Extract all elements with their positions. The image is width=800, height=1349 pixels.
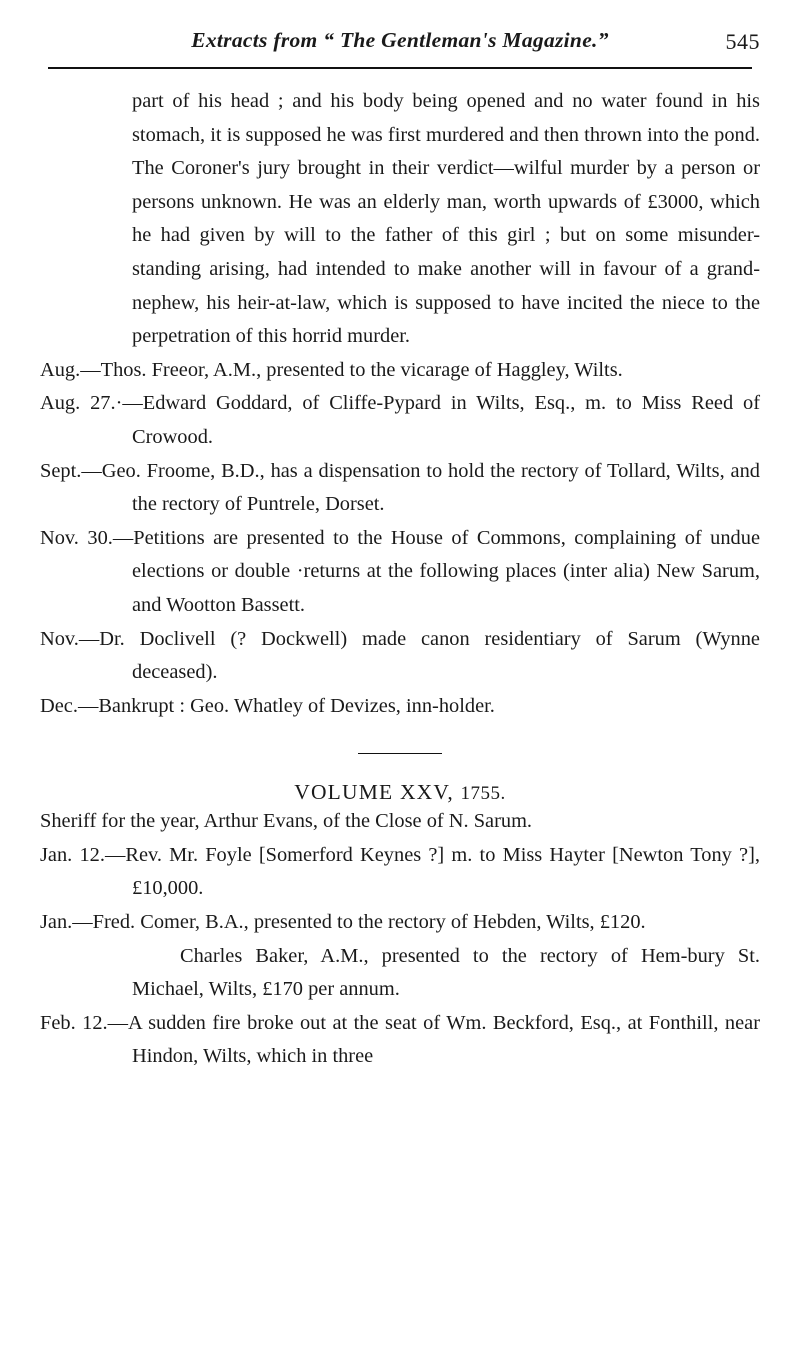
page-number: 545: [725, 29, 760, 54]
entry-tag: Dec.: [40, 694, 78, 717]
entry-text: Sheriff for the year, Arthur Evans, of the Close of N. Sarum.: [40, 810, 533, 833]
entry-tag: Nov. 30.: [40, 526, 113, 549]
entry-text: —Fred. Comer, B.A., presented to the rectory of Hebden, Wilts, £120.: [72, 911, 646, 934]
entry-text: —Dr. Doclivell (? Dockwell) made canon residentiary of Sarum (Wynne deceased).: [78, 627, 760, 684]
entry-charles-baker: [40, 940, 760, 1007]
entry-feb-12-fire: [40, 1007, 760, 1074]
entry-tag: Aug.: [40, 358, 81, 381]
entry-tag: Aug. 27.: [40, 392, 116, 415]
entry-tag: Feb. 12.: [40, 1011, 108, 1034]
entry-nov-30-petitions: [40, 522, 760, 623]
entry-text: —Rev. Mr. Foyle [Somerford Keynes ?] m. to Miss Hayter [Newton Tony ?], £10,000.: [104, 843, 760, 900]
entry-text: —Petitions are presented to the House of Commons, complaining of undue elections or double ·returns at the following places (inter alia) New Sarum, and Wootton Bassett.: [112, 526, 760, 616]
entry-text: Charles Baker, A.M., presented to the rectory of Hem-bury St. Michael, Wilts, £170 per annum.: [132, 944, 760, 1001]
continued-paragraph: part of his head ; and his body being opened and no water found in his stomach, it is supposed he was first murdered and then thrown into the pond. The Coroner's jury brought in their verdict—wilful murder by a person or persons unknown. He was an elderly man, worth upwards of £3000, which he had given by will to the father of this girl ; but on some misunder-standing arising, had intended to make another will in favour of a grand-nephew, his heir-at-law, which is supposed to have incited the niece to the perpetration of this horrid murder.: [132, 90, 760, 348]
entry-aug-haggley: [40, 354, 760, 388]
entry-text: ·—Edward Goddard, of Cliffe-Pypard in Wilts, Esq., m. to Miss Reed of Crowood.: [115, 392, 760, 448]
running-title: Extracts from “ The Gentleman's Magazine.”: [191, 28, 609, 52]
entry-jan-comer: [40, 906, 760, 940]
entry-tag: Sept.: [40, 459, 82, 482]
entry-tag: Nov.: [40, 627, 79, 650]
entry-tag: Jan. 12.: [40, 843, 105, 866]
page-header: [0, 0, 800, 53]
entry-sept-froome: [40, 455, 760, 522]
entry-jan-12-foyle: [40, 839, 760, 906]
entry-sheriff: [40, 805, 760, 839]
page-body: [0, 69, 800, 1074]
entry-nov-doclivell: [40, 623, 760, 690]
entry-text: —A sudden fire broke out at the seat of Wm. Beckford, Esq., at Fonthill, near Hindon, Wilts, which in three: [107, 1011, 760, 1068]
volume-year: 1755.: [460, 783, 506, 805]
volume-heading: [40, 780, 760, 805]
section-divider: [358, 753, 442, 754]
entry-text: —Bankrupt : Geo. Whatley of Devizes, inn-holder.: [77, 694, 495, 717]
volume-label: VOLUME XXV,: [294, 780, 454, 805]
entry-tag: Jan.: [40, 911, 73, 934]
entry-dec-bankrupt: [40, 690, 760, 724]
entry-text: —Thos. Freeor, A.M., presented to the vicarage of Haggley, Wilts.: [80, 358, 623, 381]
entry-aug-27-goddard: [40, 387, 760, 454]
entry-text: —Geo. Froome, B.D., has a dispensation to hold the rectory of Tollard, Wilts, and the rectory of Puntrele, Dorset.: [81, 459, 760, 516]
